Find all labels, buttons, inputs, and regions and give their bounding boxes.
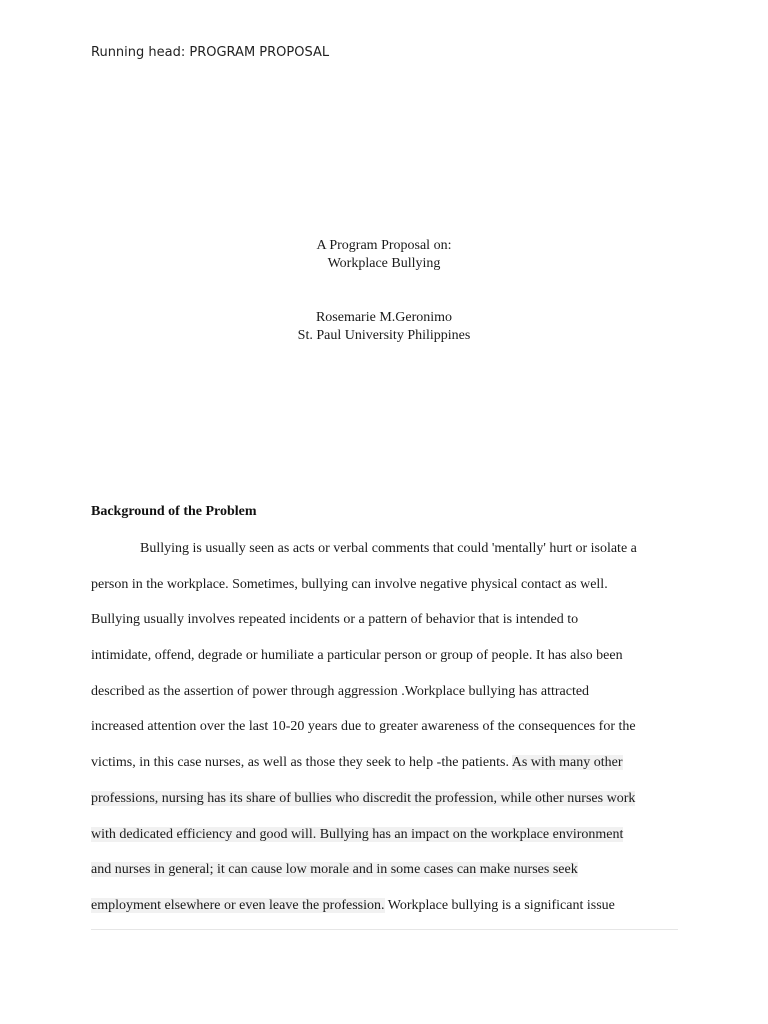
title-block [0, 237, 768, 273]
title-line-1: A Program Proposal on: [316, 238, 452, 253]
highlighted-text: professions, nursing has its share of bullies who discredit the profession, while other nurses work [91, 790, 636, 806]
author-name: Rosemarie M.Geronimo [315, 310, 453, 325]
line-text: Bullying usually involves repeated incidents or a pattern of behavior that is intended to [91, 612, 579, 628]
highlighted-text: As with many other [511, 755, 623, 771]
running-head: Running head: PROGRAM PROPOSAL [91, 45, 330, 60]
line-text: person in the workplace. Sometimes, bullying can involve negative physical contact as well. [91, 576, 608, 592]
highlighted-text: employment elsewhere or even leave the profession. [91, 897, 385, 913]
line-text: increased attention over the last 10-20 years due to greater awareness of the consequences for the [91, 719, 636, 735]
paragraph-line [91, 683, 691, 719]
line-text: victims, in this case nurses, as well as those they seek to help -the patients. [91, 755, 509, 771]
author-affiliation: St. Paul University Philippines [297, 328, 471, 343]
line-text: Workplace bullying is a significant issue [384, 897, 615, 913]
paragraph-line [91, 826, 691, 862]
paragraph-line [91, 754, 691, 790]
line-text: intimidate, offend, degrade or humiliate a particular person or group of people. It has also been [91, 648, 623, 664]
paragraph-line [91, 861, 691, 897]
paragraph-line [91, 897, 691, 933]
paragraph-line [91, 540, 691, 576]
paragraph-line [91, 790, 691, 826]
section-heading: Background of the Problem [91, 504, 257, 519]
body-paragraph [91, 540, 691, 933]
paragraph-line [91, 647, 691, 683]
highlighted-text: and nurses in general; it can cause low morale and in some cases can make nurses seek [91, 862, 578, 878]
page-divider [91, 929, 678, 930]
highlighted-text: with dedicated efficiency and good will. Bullying has an impact on the workplace environment [91, 826, 624, 842]
line-text: Bullying is usually seen as acts or verbal comments that could 'mentally' hurt or isolate a [140, 541, 637, 556]
paragraph-line [91, 576, 691, 612]
line-text: described as the assertion of power through aggression .Workplace bullying has attracted [91, 683, 590, 699]
paragraph-line [91, 611, 691, 647]
author-block [0, 309, 768, 345]
paragraph-line [91, 718, 691, 754]
title-line-2: Workplace Bullying [327, 256, 441, 271]
